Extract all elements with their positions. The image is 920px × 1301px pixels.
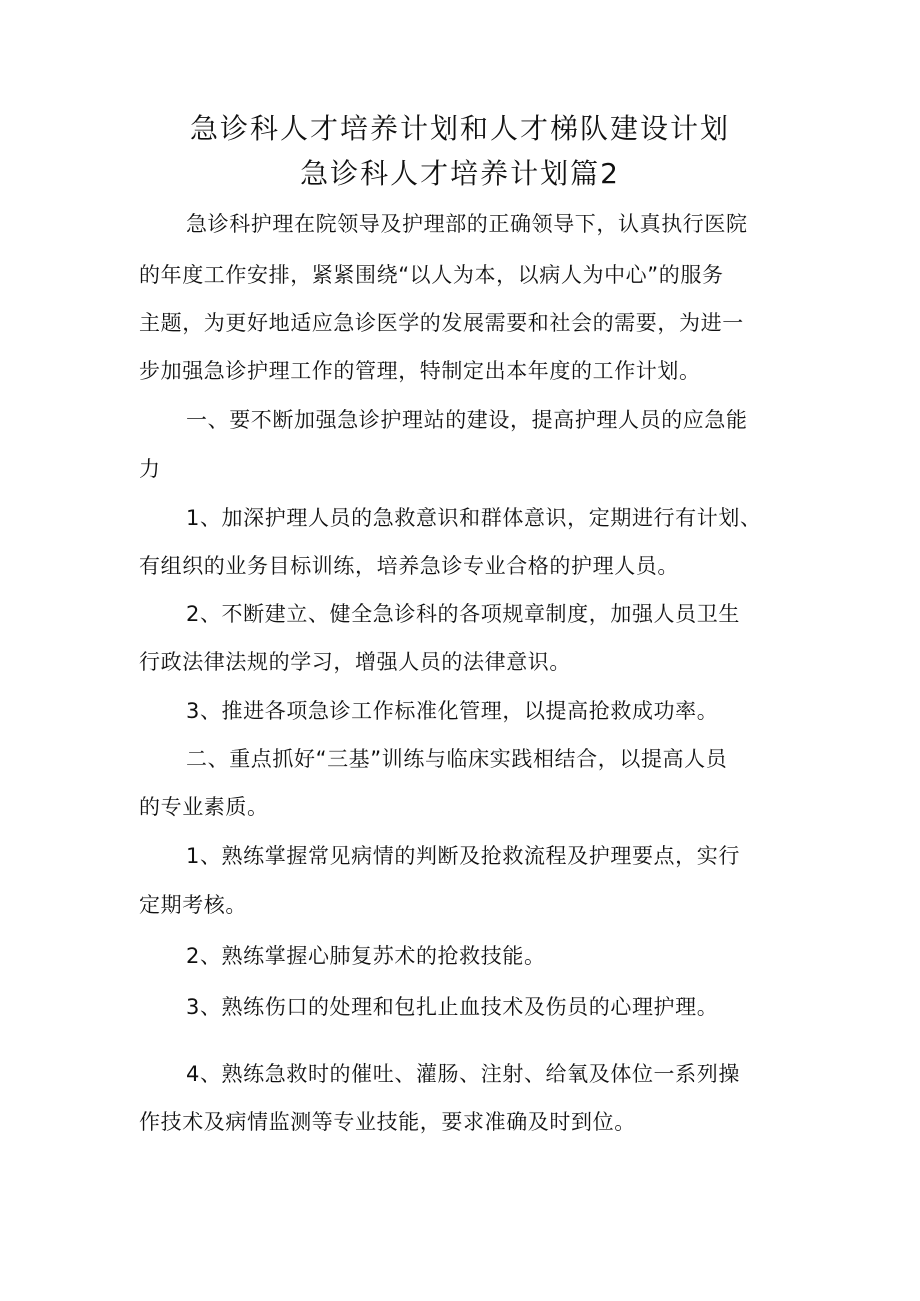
- section-heading-line: 力: [139, 457, 161, 481]
- paragraph-line: 步加强急诊护理工作的管理，特制定出本年度的工作计划。: [139, 359, 701, 383]
- list-item-line: 定期考核。: [139, 893, 247, 917]
- document-title: 急诊科人才培养计划和人才梯队建设计划: [189, 112, 730, 145]
- list-item-line: 1、加深护理人员的急救意识和群体意识，定期进行有计划、: [186, 506, 762, 530]
- document-subtitle: 急诊科人才培养计划篇2: [300, 157, 620, 190]
- paragraph-line: 的年度工作安排，紧紧围绕“以人为本，以病人为中心”的服务: [139, 263, 724, 287]
- list-item-line: 2、不断建立、健全急诊科的各项规章制度，加强人员卫生: [186, 602, 740, 626]
- section-heading-line: 二、重点抓好“三基”训练与临床实践相结合，以提高人员: [186, 747, 728, 771]
- list-item-line: 4、熟练急救时的催吐、灌肠、注射、给氧及体位一系列操: [186, 1062, 740, 1086]
- list-item-line: 1、熟练掌握常见病情的判断及抢救流程及护理要点，实行: [186, 844, 740, 868]
- list-item-line: 3、推进各项急诊工作标准化管理，以提高抢救成功率。: [186, 699, 719, 723]
- list-item-line: 行政法律法规的学习，增强人员的法律意识。: [139, 650, 571, 674]
- paragraph-line: 主题，为更好地适应急诊医学的发展需要和社会的需要，为进一: [139, 311, 744, 335]
- list-item-line: 2、熟练掌握心肺复苏术的抢救技能。: [186, 944, 546, 968]
- list-item-line: 作技术及病情监测等专业技能，要求准确及时到位。: [139, 1110, 636, 1134]
- section-heading-line: 一、要不断加强急诊护理站的建设，提高护理人员的应急能: [186, 408, 748, 432]
- list-item-line: 有组织的业务目标训练，培养急诊专业合格的护理人员。: [139, 554, 679, 578]
- section-heading-line: 的专业素质。: [139, 795, 269, 819]
- paragraph-line: 急诊科护理在院领导及护理部的正确领导下，认真执行医院: [186, 212, 748, 236]
- list-item-line: 3、熟练伤口的处理和包扎止血技术及伤员的心理护理。: [186, 995, 719, 1019]
